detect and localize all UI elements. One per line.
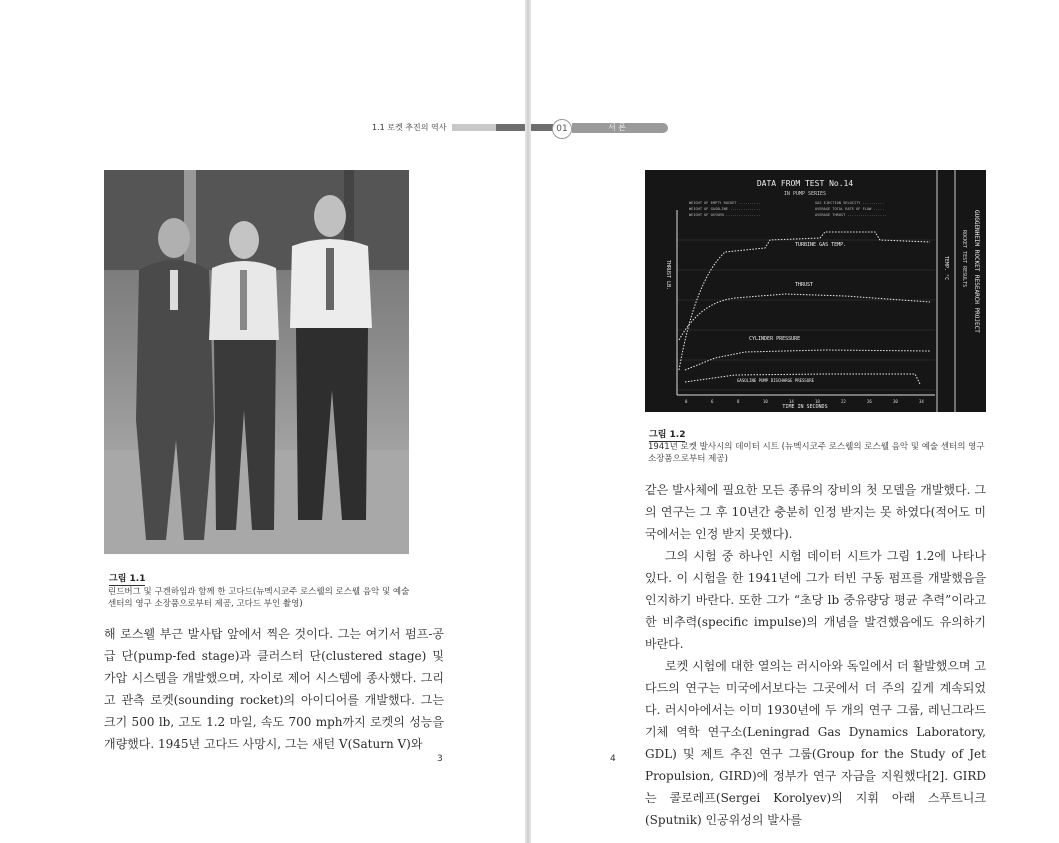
left-body-text bbox=[104, 623, 444, 755]
svg-text:14: 14 bbox=[789, 399, 794, 404]
figure-1-1-photo bbox=[104, 170, 409, 554]
right-body-text bbox=[645, 479, 986, 831]
x-axis-label: TIME IN SECONDS bbox=[782, 404, 828, 410]
y-right-label: TEMP. °C bbox=[943, 256, 949, 281]
svg-text:22: 22 bbox=[841, 399, 846, 404]
page-number-left: 3 bbox=[437, 754, 443, 764]
right-page bbox=[531, 0, 1059, 843]
sheet-title: DATA FROM TEST No.14 bbox=[756, 179, 854, 188]
chapter-number-badge: 01 bbox=[552, 119, 572, 139]
figure-1-1-caption: 린드버그 및 구겐하임과 함께 한 고다드(뉴멕시코주 로스웰의 로스웰 음악 및 예술 센터의 영구 소장품으로부터 제공, 고다드 부인 촬영) bbox=[108, 587, 410, 609]
right-paragraph-1: 같은 발사체에 필요한 모든 종류의 장비의 첫 모델을 개발했다. 그의 연구는 그 후 10년간 충분히 인정 받지는 못 하였다(적어도 미국에서는 인정 받지 못했다). bbox=[645, 483, 986, 541]
svg-text:6: 6 bbox=[711, 399, 714, 404]
photo-goddard-lindbergh-guggenheim bbox=[104, 170, 409, 554]
svg-text:26: 26 bbox=[867, 399, 872, 404]
right-paragraph-3: 로켓 시험에 대한 열의는 러시아와 독일에서 더 활발했으며 고다드의 연구는 미국에서보다는 그곳에서 더 주의 깊게 계속되었다. 러시아에서는 이미 1930년에 두 개의 연구 그룹, 레닌그라드 기체 역학 연구소(Leningrad Gas Dynamics Laboratory, GDL) 및 제트 추진 연구 그룹(Group for the Study of Jet Propulsion, GIRD)에 정부가 연구 자금을 지원했다[2]. GIRD는 콜로레프(Sergei Korolyev)의 지휘 아래 스푸트니크(Sputnik) 인공위성의 발사를 bbox=[645, 659, 986, 827]
label-cylinder: CYLINDER PRESSURE bbox=[749, 336, 801, 342]
running-head-left: 1.1 로켓 추진의 역사 bbox=[372, 123, 447, 132]
svg-text:AVERAGE THRUST ...............: AVERAGE THRUST .................. bbox=[815, 213, 887, 217]
svg-text:AVERAGE TOTAL RATE OF FLOW ...: AVERAGE TOTAL RATE OF FLOW ..... bbox=[815, 207, 885, 211]
svg-text:34: 34 bbox=[919, 399, 924, 404]
page-number-right: 4 bbox=[610, 754, 616, 764]
label-turbine: TURBINE GAS TEMP. bbox=[795, 242, 847, 248]
header-bar-dark bbox=[496, 124, 525, 131]
right-paragraph-2: 그의 시험 중 하나인 시험 데이터 시트가 그림 1.2에 나타나 있다. 이 시험을 한 1941년에 그가 터빈 구동 펌프를 개발했음을 인지하기 바란다. 또한 그가 “초당 lb 중유량당 평균 추력”이라고 한 비추력(specific impulse)의 개념을 발견했음에도 유의하기 바란다. bbox=[645, 549, 986, 651]
datasheet-graph bbox=[645, 170, 986, 412]
y-left-label: THRUST LB. bbox=[665, 260, 671, 291]
figure-1-1-label: 그림 1.1 bbox=[109, 571, 145, 586]
svg-text:WEIGHT OF EMPTY ROCKET .......: WEIGHT OF EMPTY ROCKET .......... bbox=[689, 201, 761, 205]
svg-text:10: 10 bbox=[763, 399, 768, 404]
sheet-subtitle: IN PUMP SERIES bbox=[783, 191, 827, 197]
header-bar-dark-right bbox=[531, 124, 553, 131]
figure-1-2-caption: 1941년 로켓 발사시의 데이터 시트 (뉴멕시코주 로스웰의 로스웰 음악 및 예술 센터의 영구 소장품으로부터 제공) bbox=[648, 442, 985, 464]
chapter-title-bar bbox=[572, 123, 668, 133]
chapter-title: 서 론 bbox=[608, 123, 626, 132]
header-bar-light bbox=[452, 124, 496, 131]
left-page bbox=[0, 0, 525, 843]
svg-text:GAS EJECTION VELOCITY ........: GAS EJECTION VELOCITY .......... bbox=[815, 201, 885, 205]
figure-1-2-label: 그림 1.2 bbox=[649, 427, 685, 442]
svg-text:8: 8 bbox=[737, 399, 740, 404]
label-thrust: THRUST bbox=[795, 282, 814, 288]
figure-1-2-datasheet bbox=[645, 170, 986, 412]
svg-text:WEIGHT OF GASOLINE ...........: WEIGHT OF GASOLINE .............. bbox=[689, 207, 761, 211]
svg-text:WEIGHT OF OXYGEN .............: WEIGHT OF OXYGEN ................ bbox=[689, 213, 761, 217]
label-gasoline: GASOLINE PUMP DISCHARGE PRESSURE bbox=[737, 378, 815, 383]
svg-text:18: 18 bbox=[815, 399, 820, 404]
side-subtitle: ROCKET TEST RESULTS bbox=[961, 230, 967, 288]
svg-text:0: 0 bbox=[685, 399, 688, 404]
side-title: GUGGENHEIM ROCKET RESEARCH PROJECT bbox=[973, 210, 980, 333]
svg-text:30: 30 bbox=[893, 399, 898, 404]
left-paragraph-1: 해 로스웰 부근 발사탑 앞에서 찍은 것이다. 그는 여기서 펌프-공급 단(pump-fed stage)과 클러스터 단(clustered stage) 및 가압 시스템을 개발했으며, 자이로 제어 시스템에 종사했다. 그리고 관측 로켓(sounding rocket)의 아이디어를 개발했다. 그는 크기 500 lb, 고도 1.2 마일, 속도 700 mph까지 로켓의 성능을 개량했다. 1945년 고다드 사망시, 그는 새턴 V(Saturn V)와 bbox=[104, 627, 444, 751]
